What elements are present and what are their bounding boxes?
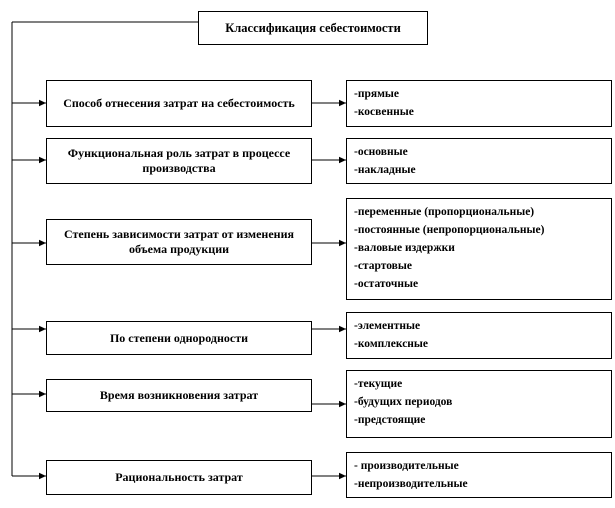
list-item: -текущие — [354, 378, 403, 390]
category-box-homogeneity — [46, 321, 312, 355]
category-label: Время возникновения затрат — [99, 388, 259, 402]
list-item: - производительные — [354, 460, 459, 472]
category-label: Степень зависимости затрат от изменения объема продукции — [63, 227, 294, 256]
list-item: -прямые — [354, 88, 399, 100]
items-box-volume-dependence — [346, 198, 612, 300]
items-box-functional-role — [346, 138, 612, 184]
list-item: -косвенные — [354, 106, 414, 118]
category-box-occurrence-time — [46, 379, 312, 412]
list-item: -элементные — [354, 320, 421, 332]
category-label: Функциональная роль затрат в процессе производства — [67, 146, 291, 175]
items-box-occurrence-time — [346, 370, 612, 438]
title-box — [198, 11, 428, 45]
list-item: -валовые издержки — [354, 242, 455, 254]
list-item: -комплексные — [354, 338, 429, 350]
items-box-rationality — [346, 452, 612, 498]
category-label: Способ отнесения затрат на себестоимость — [63, 96, 295, 110]
list-item: -постоянные (непропорциональные) — [354, 224, 545, 236]
list-item: -основные — [354, 146, 408, 158]
list-item: -предстоящие — [354, 414, 426, 426]
list-item: -переменные (пропорциональные) — [354, 206, 535, 218]
category-label: По степени однородности — [109, 330, 249, 345]
list-item: -остаточные — [354, 278, 419, 290]
category-box-functional-role — [46, 138, 312, 184]
category-box-allocation-method — [46, 80, 312, 127]
list-item: -накладные — [354, 164, 416, 176]
category-box-volume-dependence — [46, 219, 312, 265]
list-item: -непроизводительные — [354, 478, 468, 490]
items-box-allocation-method — [346, 80, 612, 127]
category-box-rationality — [46, 460, 312, 495]
title-text: Классификация себестоимости — [225, 20, 401, 35]
list-item: -будущих периодов — [354, 396, 453, 408]
category-label: Рациональность затрат — [115, 470, 243, 484]
list-item: -стартовые — [354, 260, 412, 272]
items-box-homogeneity — [346, 312, 612, 359]
